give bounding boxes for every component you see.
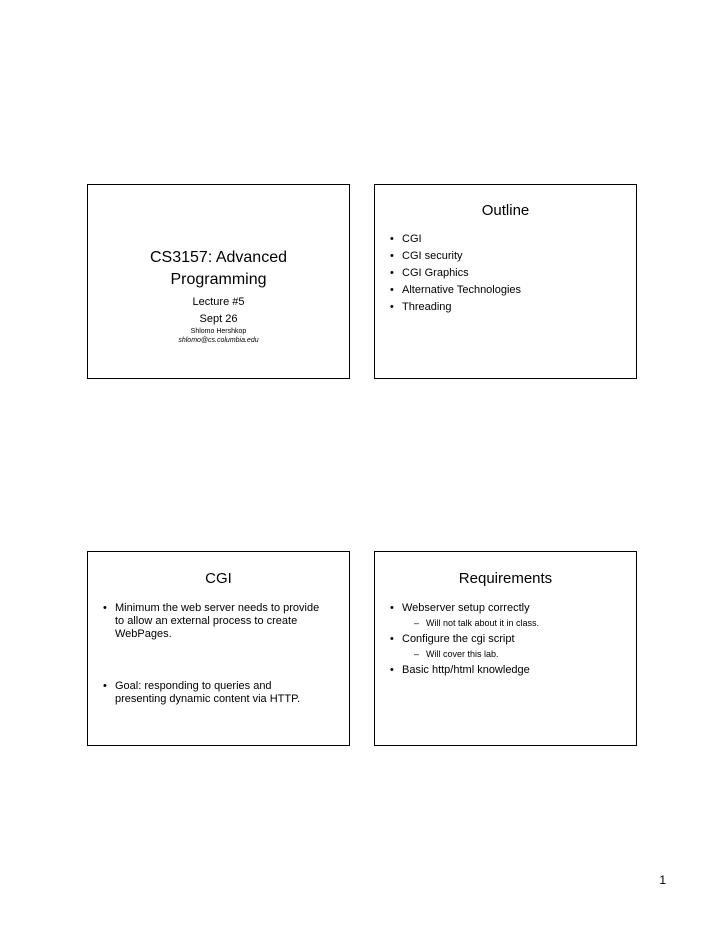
bullet-icon: • [103, 602, 107, 614]
slide-cgi [87, 551, 350, 746]
bullet-icon: • [390, 301, 394, 313]
list-item: • CGI [390, 233, 422, 245]
list-item: • Configure the cgi script – Will cover this lab. [390, 633, 630, 660]
slide-outline [374, 184, 637, 379]
outline-list [390, 233, 521, 314]
lecture-number: Lecture #5 [192, 296, 245, 308]
dash-icon: – [414, 618, 420, 628]
list-item: • Basic http/html knowledge [390, 664, 530, 676]
list-item: • CGI security [390, 250, 463, 262]
requirements-list [390, 602, 630, 677]
list-item: • Webserver setup correctly – Will not talk about it in class. [390, 602, 630, 629]
list-item: • Threading [390, 301, 452, 313]
dash-icon: – [414, 649, 420, 659]
cgi-list [103, 602, 343, 706]
slide-heading: Outline [481, 202, 530, 219]
lecture-date: Sept 26 [199, 313, 238, 325]
bullet-icon: • [103, 680, 107, 692]
course-title-line-1: CS3157: Advanced [150, 249, 287, 266]
slide-requirements [374, 551, 637, 746]
sub-item: – Will not talk about it in class. [414, 618, 540, 628]
bullet-icon: • [390, 633, 394, 645]
bullet-icon: • [390, 664, 394, 676]
bullet-icon: • [390, 602, 394, 614]
course-title [88, 247, 349, 291]
list-item: • Goal: responding to queries and presenting dynamic content via HTTP. [103, 680, 301, 705]
list-item: • CGI Graphics [390, 267, 469, 279]
author-name: Shlomo Hershkop [190, 328, 247, 335]
list-item: • Minimum the web server needs to provide to allow an external process to create WebPages. [103, 602, 320, 640]
bullet-icon: • [390, 250, 394, 262]
slide-heading: Requirements [458, 570, 553, 587]
bullet-icon: • [390, 267, 394, 279]
bullet-icon: • [390, 284, 394, 296]
course-title-line-2: Programming [170, 271, 267, 288]
bullet-icon: • [390, 233, 394, 245]
list-item: • Alternative Technologies [390, 284, 522, 296]
slide-title-page [87, 184, 350, 379]
slide-heading: CGI [205, 570, 232, 587]
sub-item: – Will cover this lab. [414, 649, 499, 659]
page-number: 1 [659, 873, 666, 887]
author-email: shlomo@cs.columbia.edu [178, 337, 259, 344]
